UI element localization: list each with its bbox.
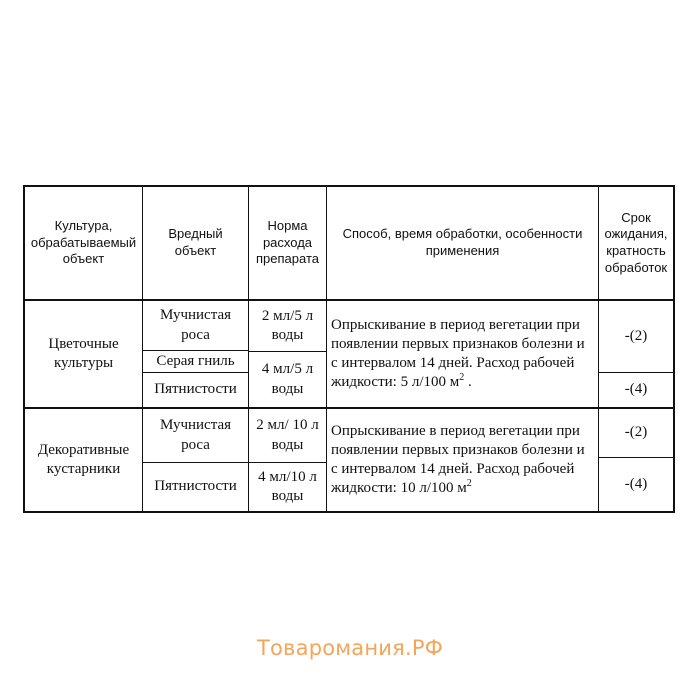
header-pest: Вредный объект <box>168 226 223 258</box>
pest-grey-mold: Серая гниль <box>156 352 235 369</box>
rate-2ml-10l: 2 мл/ 10 л воды <box>256 417 319 453</box>
header-term: Срок ожидания, кратность обработок <box>604 209 668 275</box>
method-shrubs <box>327 409 598 511</box>
method-end: . <box>464 374 472 391</box>
term-shrubs-2: -(4) <box>624 475 648 492</box>
rate-2ml-5l: 2 мл/5 л воды <box>261 307 314 343</box>
superscript: 2 <box>459 372 465 384</box>
crop-shrubs: Декоративные кустарники <box>37 441 130 477</box>
term-flowers-2: -(4) <box>624 381 648 398</box>
term-shrubs-1: -(2) <box>624 424 648 441</box>
rate-4ml-5l: 4 мл/5 л воды <box>261 361 314 397</box>
crop-flowers: Цветочные культуры <box>48 335 119 371</box>
rate-4ml-10l: 4 мл/10 л воды <box>258 468 317 504</box>
pest-powdery-mildew: Мучнистая роса <box>159 307 231 343</box>
header-method: Способ, время обработки, особенности применения <box>342 226 583 258</box>
method-flowers <box>327 301 598 407</box>
method-text: Опрыскивание в период вегетации при появлении первых признаков болезни и с интервалом 14 дней. Расход рабочей жидкости: 10 л/100 м <box>331 422 585 497</box>
treatment-table <box>23 185 675 513</box>
superscript: 2 <box>466 478 472 490</box>
method-text: Опрыскивание в период вегетации при появлении первых признаков болезни и с интервалом 14 дней. Расход рабочей жидкости: 5 л/100 м <box>331 316 585 391</box>
term-flowers-1: -(2) <box>624 327 648 344</box>
header-rate: Норма расхода препарата <box>256 218 319 267</box>
pest-spots: Пятнистости <box>154 381 237 398</box>
pest-spots-2: Пятнистости <box>154 478 237 495</box>
watermark: Товаромания.РФ <box>256 636 444 660</box>
header-crop: Культура, обрабатываемый объект <box>30 218 137 267</box>
pest-powdery-mildew-2: Мучнистая роса <box>159 417 231 453</box>
